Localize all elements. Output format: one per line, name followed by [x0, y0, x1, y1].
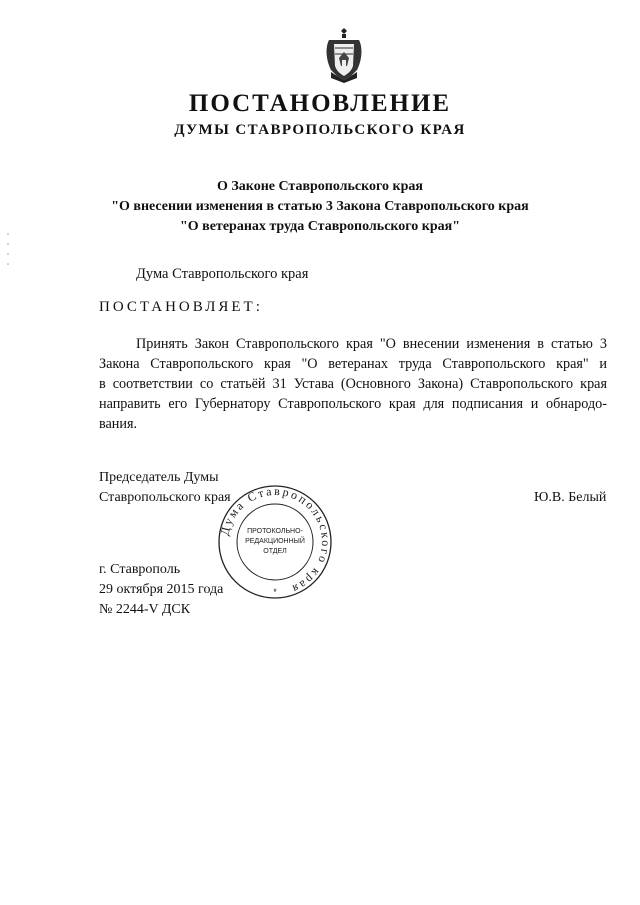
stamp-center-line-3: ОТДЕЛ — [263, 548, 287, 555]
document-subtitle: ДУМЫ СТАВРОПОЛЬСКОГО КРАЯ — [174, 122, 466, 138]
law-title-line-1: О Законе Ставропольского края — [217, 179, 423, 194]
law-title-line-2: "О внесении изменения в статью 3 Закона Ставропольского края — [111, 199, 529, 214]
issue-place: г. Ставрополь — [99, 562, 181, 577]
official-stamp — [216, 483, 334, 601]
signatory-position-line-1: Председатель Думы — [99, 470, 219, 485]
stamp-center-line-1: ПРОТОКОЛЬНО- — [247, 528, 303, 535]
coat-of-arms-icon — [323, 26, 365, 84]
law-title-line-3: "О ветеранах труда Ставропольского края" — [180, 219, 460, 234]
intro-text: Дума Ставропольского края — [136, 266, 309, 282]
paragraph-line: Закона Ставропольского края "О ветеранах труда Ставропольского края" и — [99, 356, 607, 372]
stamp-center-line-2: РЕДАКЦИОННЫЙ — [245, 538, 305, 545]
paragraph-line: Принять Закон Ставропольского края "О внесении изменения в статью 3 — [136, 336, 607, 352]
scan-artifact — [6, 230, 10, 270]
resolution-paragraph — [99, 334, 607, 434]
document-title: ПОСТАНОВЛЕНИЕ — [188, 90, 452, 117]
resolves-heading: ПОСТАНОВЛЯЕТ: — [99, 299, 263, 315]
paragraph-line: направить его Губернатору Ставропольского края для подписания и обнародо- — [99, 396, 607, 412]
paragraph-line: в соответствии со статьёй 31 Устава (Основного Закона) Ставропольского края — [99, 376, 607, 392]
stamp-ring-text: Дума Ставропольского края — [217, 483, 334, 597]
paragraph-line: вания. — [99, 416, 138, 432]
signatory-name: Ю.В. Белый — [534, 490, 607, 505]
signatory-position-line-2: Ставропольского края — [99, 490, 231, 505]
stamp-star: * — [273, 587, 277, 597]
issue-date: 29 октября 2015 года — [99, 582, 224, 597]
document-number: № 2244-V ДСК — [99, 602, 191, 617]
